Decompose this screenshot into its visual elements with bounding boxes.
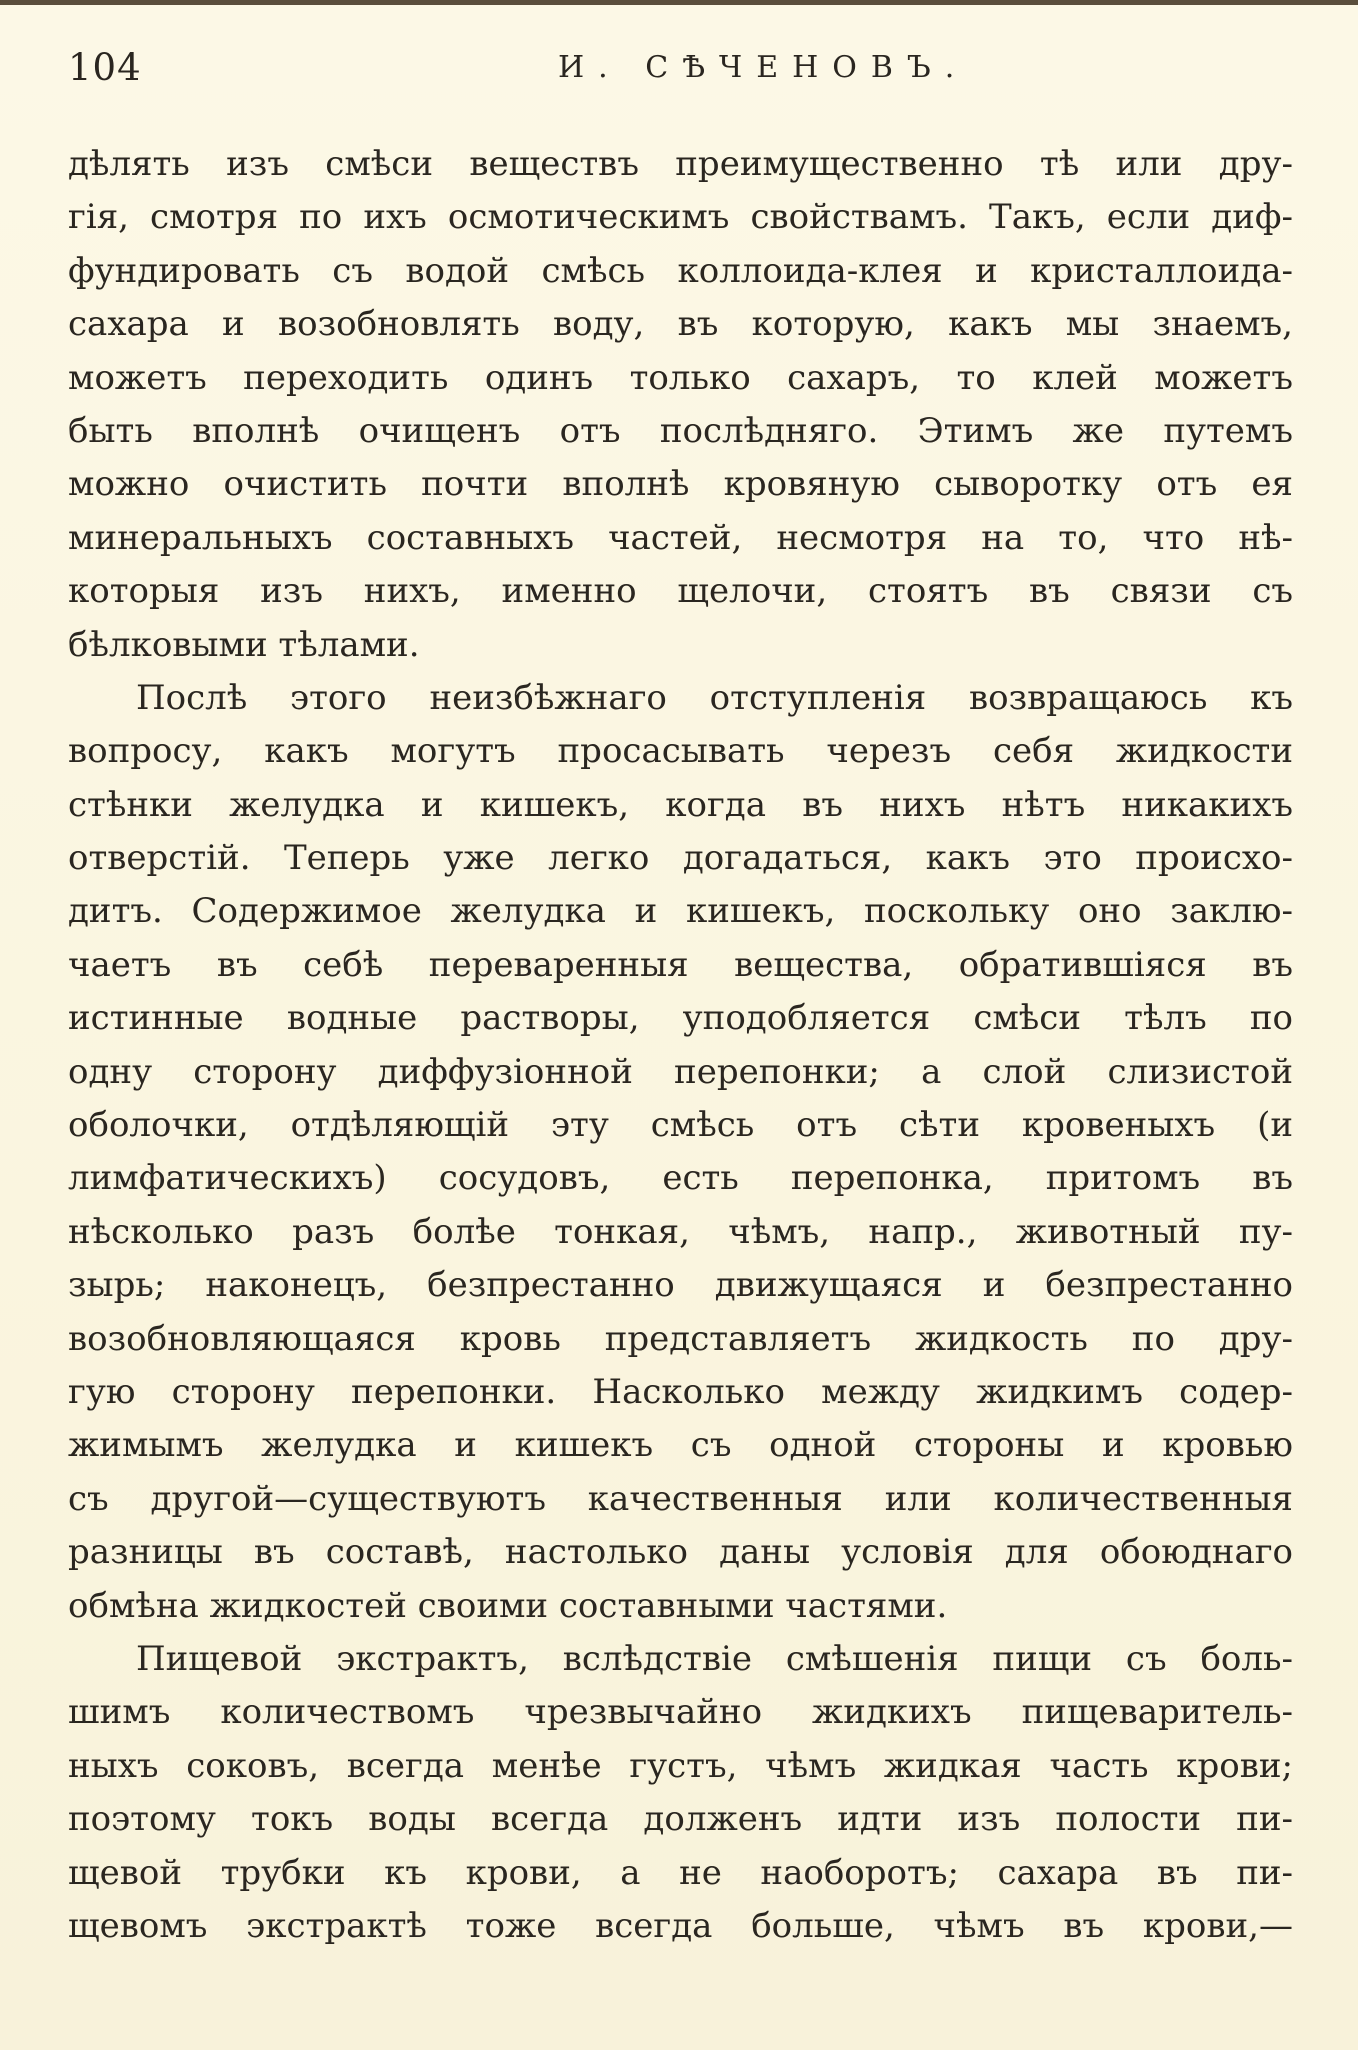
text-line: можно очистить почти вполнѣ кровяную сыворотку отъ ея <box>68 464 1293 505</box>
text-line: шимъ количествомъ чрезвычайно жидкихъ пищеваритель- <box>68 1692 1293 1733</box>
text-line: поэтому токъ воды всегда долженъ идти изъ полости пи- <box>68 1799 1293 1840</box>
body-text <box>68 138 1293 1953</box>
text-line: зырь; наконецъ, безпрестанно движущаяся и безпрестанно <box>68 1265 1293 1306</box>
text-line: вопросу, какъ могутъ просасывать черезъ себя жидкости <box>68 731 1293 772</box>
text-line: съ другой—существуютъ качественныя или количественныя <box>68 1478 1293 1519</box>
page-number: 104 <box>68 46 142 89</box>
text-line: бѣлковыми тѣлами. <box>68 624 420 665</box>
text-line: дѣлять изъ смѣси веществъ преимущественно тѣ или дру- <box>68 144 1293 184</box>
text-line: ныхъ соковъ, всегда менѣе густъ, чѣмъ жидкая часть крови; <box>68 1745 1293 1786</box>
text-line: которыя изъ нихъ, именно щелочи, стоятъ въ связи съ <box>68 571 1293 612</box>
text-line: истинные водные растворы, уподобляется смѣси тѣлъ по <box>68 998 1293 1039</box>
text-line: нѣсколько разъ болѣе тонкая, чѣмъ, напр., животный пу- <box>68 1211 1293 1252</box>
text-line: одну сторону диффузіонной перепонки; а слой слизистой <box>68 1051 1293 1092</box>
text-line: Послѣ этого неизбѣжнаго отступленія возвращаюсь къ <box>136 677 1293 718</box>
text-line: щевомъ экстрактѣ тоже всегда больше, чѣмъ въ крови,— <box>68 1905 1293 1946</box>
text-line: жимымъ желудка и кишекъ съ одной стороны и кровью <box>68 1425 1293 1466</box>
page-header <box>68 46 1293 96</box>
running-head: И. СѢЧЕНОВЪ. <box>558 50 969 85</box>
text-line: чаетъ въ себѣ переваренныя вещества, обратившіяся въ <box>68 944 1293 985</box>
text-line: Пищевой экстрактъ, вслѣдствіе смѣшенія пищи съ боль- <box>136 1638 1293 1679</box>
text-line: лимфатическихъ) сосудовъ, есть перепонка, притомъ въ <box>68 1158 1293 1199</box>
text-line: разницы въ составѣ, настолько даны условія для обоюднаго <box>68 1532 1293 1573</box>
paragraph-3 <box>68 1633 1293 1953</box>
text-line: отверстій. Теперь уже легко догадаться, какъ это происхо- <box>68 838 1293 879</box>
text-line: гую сторону перепонки. Насколько между жидкимъ содер- <box>68 1371 1293 1412</box>
text-line: можетъ переходить одинъ только сахаръ, то клей можетъ <box>68 357 1293 398</box>
paragraph-2 <box>68 672 1293 1633</box>
text-line: обмѣна жидкостей своими составными частями. <box>68 1585 948 1626</box>
text-line: щевой трубки къ крови, а не наоборотъ; сахара въ пи- <box>68 1852 1293 1893</box>
text-line: стѣнки желудка и кишекъ, когда въ нихъ нѣтъ никакихъ <box>68 784 1293 825</box>
text-line: оболочки, отдѣляющій эту смѣсь отъ сѣти кровеныхъ (и <box>68 1105 1293 1146</box>
text-line: гія, смотря по ихъ осмотическимъ свойствамъ. Такъ, если диф- <box>68 197 1293 238</box>
text-line: минеральныхъ составныхъ частей, несмотря на то, что нѣ- <box>68 517 1293 558</box>
top-edge-rule <box>0 0 1358 5</box>
text-line: возобновляющаяся кровь представляетъ жидкость по дру- <box>68 1318 1293 1359</box>
text-line: быть вполнѣ очищенъ отъ послѣдняго. Этимъ же путемъ <box>68 410 1293 451</box>
paragraph-1 <box>68 138 1293 672</box>
text-line: фундировать съ водой смѣсь коллоида-клея и кристаллоида- <box>68 250 1293 291</box>
text-line: сахара и возобновлять воду, въ которую, какъ мы знаемъ, <box>68 304 1293 345</box>
text-line: дитъ. Содержимое желудка и кишекъ, поскольку оно заклю- <box>68 891 1293 932</box>
